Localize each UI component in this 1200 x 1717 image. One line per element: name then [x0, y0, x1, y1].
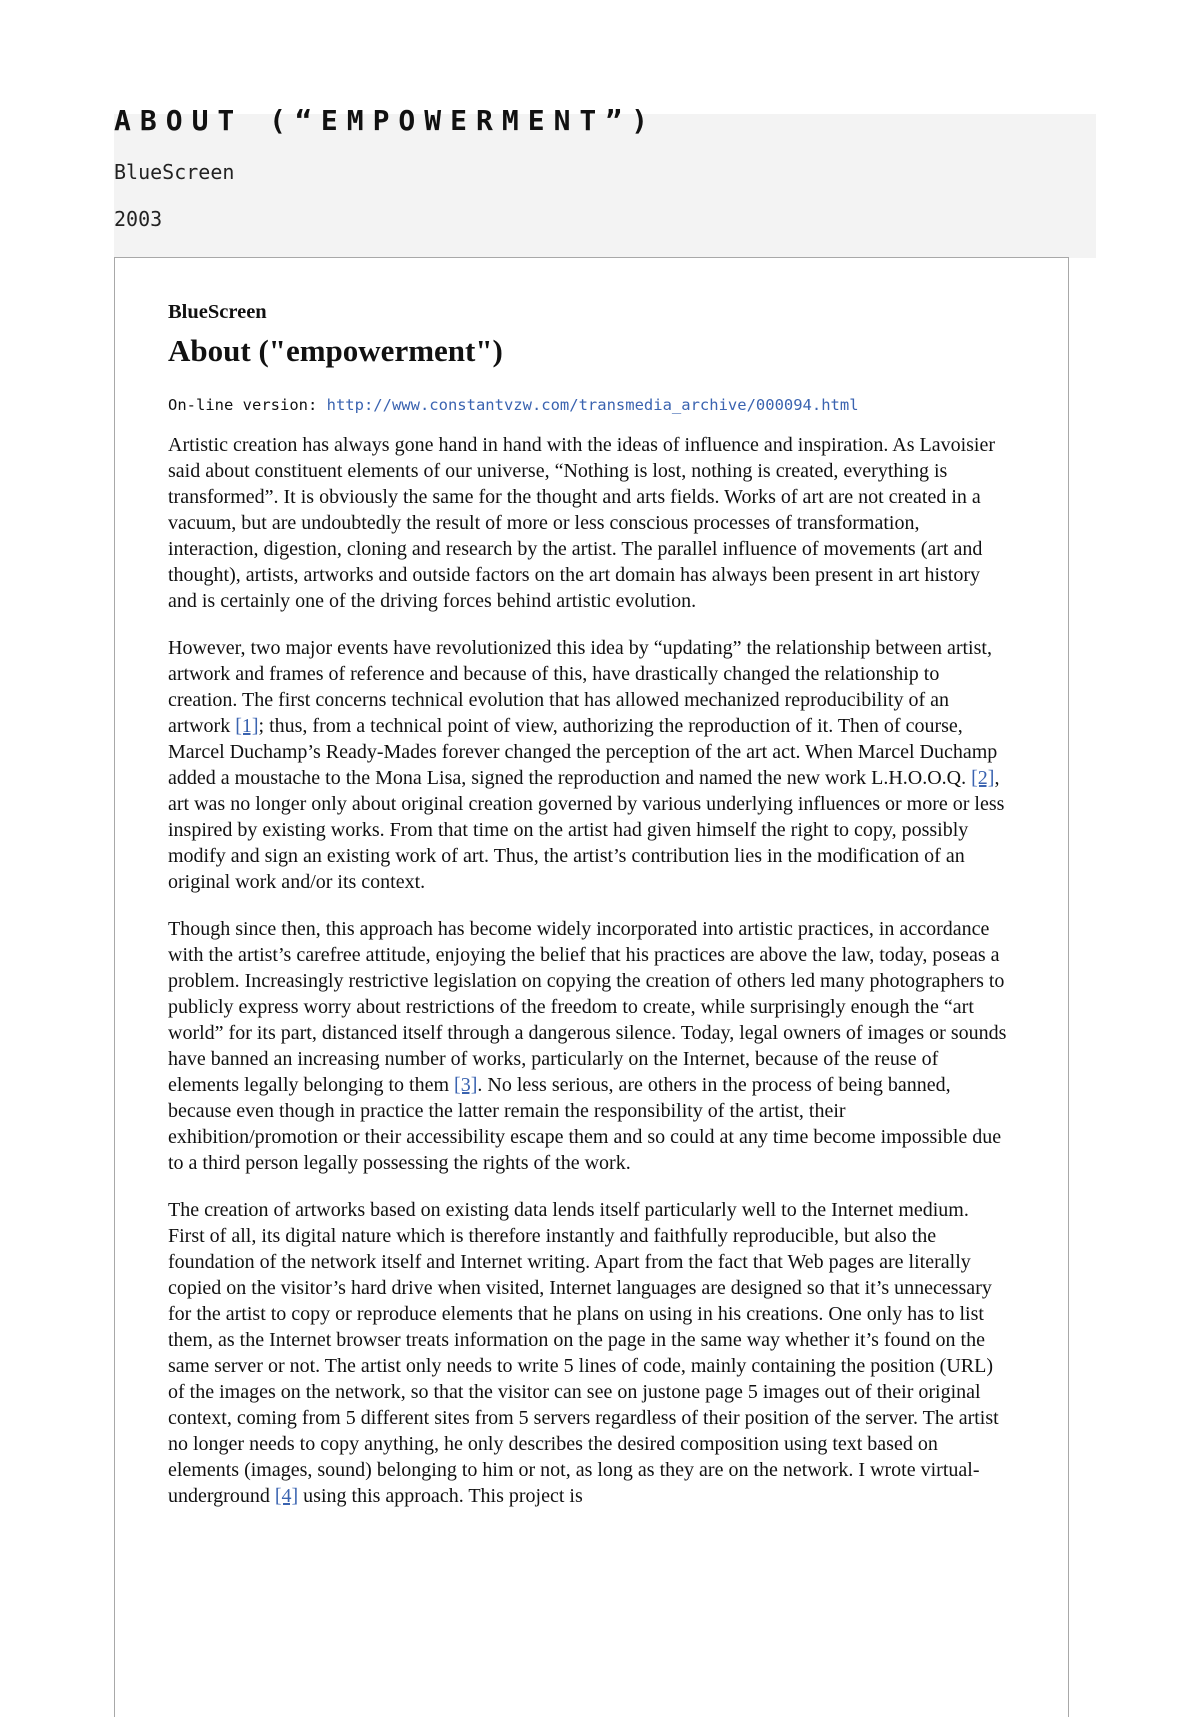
article-body: [168, 432, 1008, 1509]
footnote-link-3[interactable]: [3]: [454, 1074, 478, 1096]
paragraph-4: [168, 1197, 1008, 1509]
footnote-link-2[interactable]: [2]: [971, 767, 995, 789]
paragraph-3: [168, 916, 1008, 1176]
paragraph-3-text-a: Though since then, this approach has become widely incorporated into artistic practices, in accordance with the artist’s carefree attitude, enjoying the belief that his practices are above the law, today, poseas a problem. Increasingly restrictive legislation on copying the creation of others led many photographers to publicly express worry about restrictions of the freedom to create, while surprisingly enough the “art world” for its part, distanced itself through a dangerous silence. Today, legal owners of images or sounds have banned an increasing number of works, particularly on the Internet, because of the reuse of elements legally belonging to them: [168, 918, 1007, 1096]
document-year: 2003: [114, 207, 163, 231]
footnote-link-1[interactable]: [1]: [235, 715, 259, 737]
paragraph-3-text-b: . No less serious, are others in the process of being banned, because even though in practice the latter remain the responsibility of the artist, their exhibition/promotion or their accessibility escape them and so could at any time become impossible due to a third person legally possessing the rights of the work.: [168, 1074, 1002, 1174]
footnote-link-4[interactable]: [4]: [274, 1485, 299, 1507]
online-version-line: [168, 394, 1008, 416]
article-heading: About ("empowerment"): [168, 333, 503, 368]
paragraph-2-text-a: However, two major events have revolutionized this idea by “updating” the relationship between artist, artwork and frames of reference and because of this, have drastically changed the relationship to creation. The first concerns technical evolution that has allowed mechanized reproducibility of an artwork: [168, 637, 992, 737]
online-version-label: On-line version:: [168, 396, 327, 414]
article-author: BlueScreen: [168, 301, 267, 323]
document-author: BlueScreen: [114, 160, 235, 184]
paragraph-4-text-a: The creation of artworks based on existing data lends itself particularly well to the Internet medium. First of all, its digital nature which is therefore instantly and faithfully reproducible, but also the foundation of the network itself and Internet writing. Apart from the fact that Web pages are literally copied on the visitor’s hard drive when visited, Internet languages are designed so that it’s unnecessary for the artist to copy or reproduce elements that he plans on using in his creations. One only has to list them, as the Internet browser treats information on the page in the same way whether it’s found on the same server or not. The artist only needs to write 5 lines of code, mainly containing the position (URL) of the images on the network, so that the visitor can see on justone page 5 images out of their original context, coming from 5 different sites from 5 servers regardless of their position of the server. The artist no longer needs to copy anything, he only describes the desired composition using text based on elements (images, sound) belonging to him or not, as long as they are on the network. I wrote virtual-underground: [168, 1199, 999, 1507]
paragraph-2-text-b: ; thus, from a technical point of view, authorizing the reproduction of it. Then of course, Marcel Duchamp’s Ready-Mades forever changed the perception of the art act. When Marcel Duchamp added a moustache to the Mona Lisa, signed the reproduction and named the new work L.H.O.O.Q.: [168, 715, 998, 789]
paragraph-2-text-c: , art was no longer only about original creation governed by various underlying influences or more or less inspired by existing works. From that time on the artist had given himself the right to copy, possibly modify and sign an existing work of art. Thus, the artist’s contribution lies in the modification of an original work and/or its context.: [168, 767, 1005, 893]
online-version-link[interactable]: http://www.constantvzw.com/transmedia_archive/000094.html: [326, 396, 859, 414]
paragraph-2: [168, 635, 1008, 895]
article-content: [168, 298, 1008, 1530]
paragraph-1: Artistic creation has always gone hand in hand with the ideas of influence and inspiration. As Lavoisier said about constituent elements of our universe, “Nothing is lost, nothing is created, everything is transformed”. It is obviously the same for the thought and arts fields. Works of art are not created in a vacuum, but are undoubtedly the result of more or less conscious processes of transformation, interaction, digestion, cloning and research by the artist. The parallel influence of movements (art and thought), artists, artworks and outside factors on the art domain has always been present in art history and is certainly one of the driving forces behind artistic evolution.: [168, 434, 996, 612]
paragraph-4-text-b: using this approach. This project is: [298, 1485, 583, 1507]
document-title: ABOUT (“EMPOWERMENT”): [114, 104, 658, 137]
